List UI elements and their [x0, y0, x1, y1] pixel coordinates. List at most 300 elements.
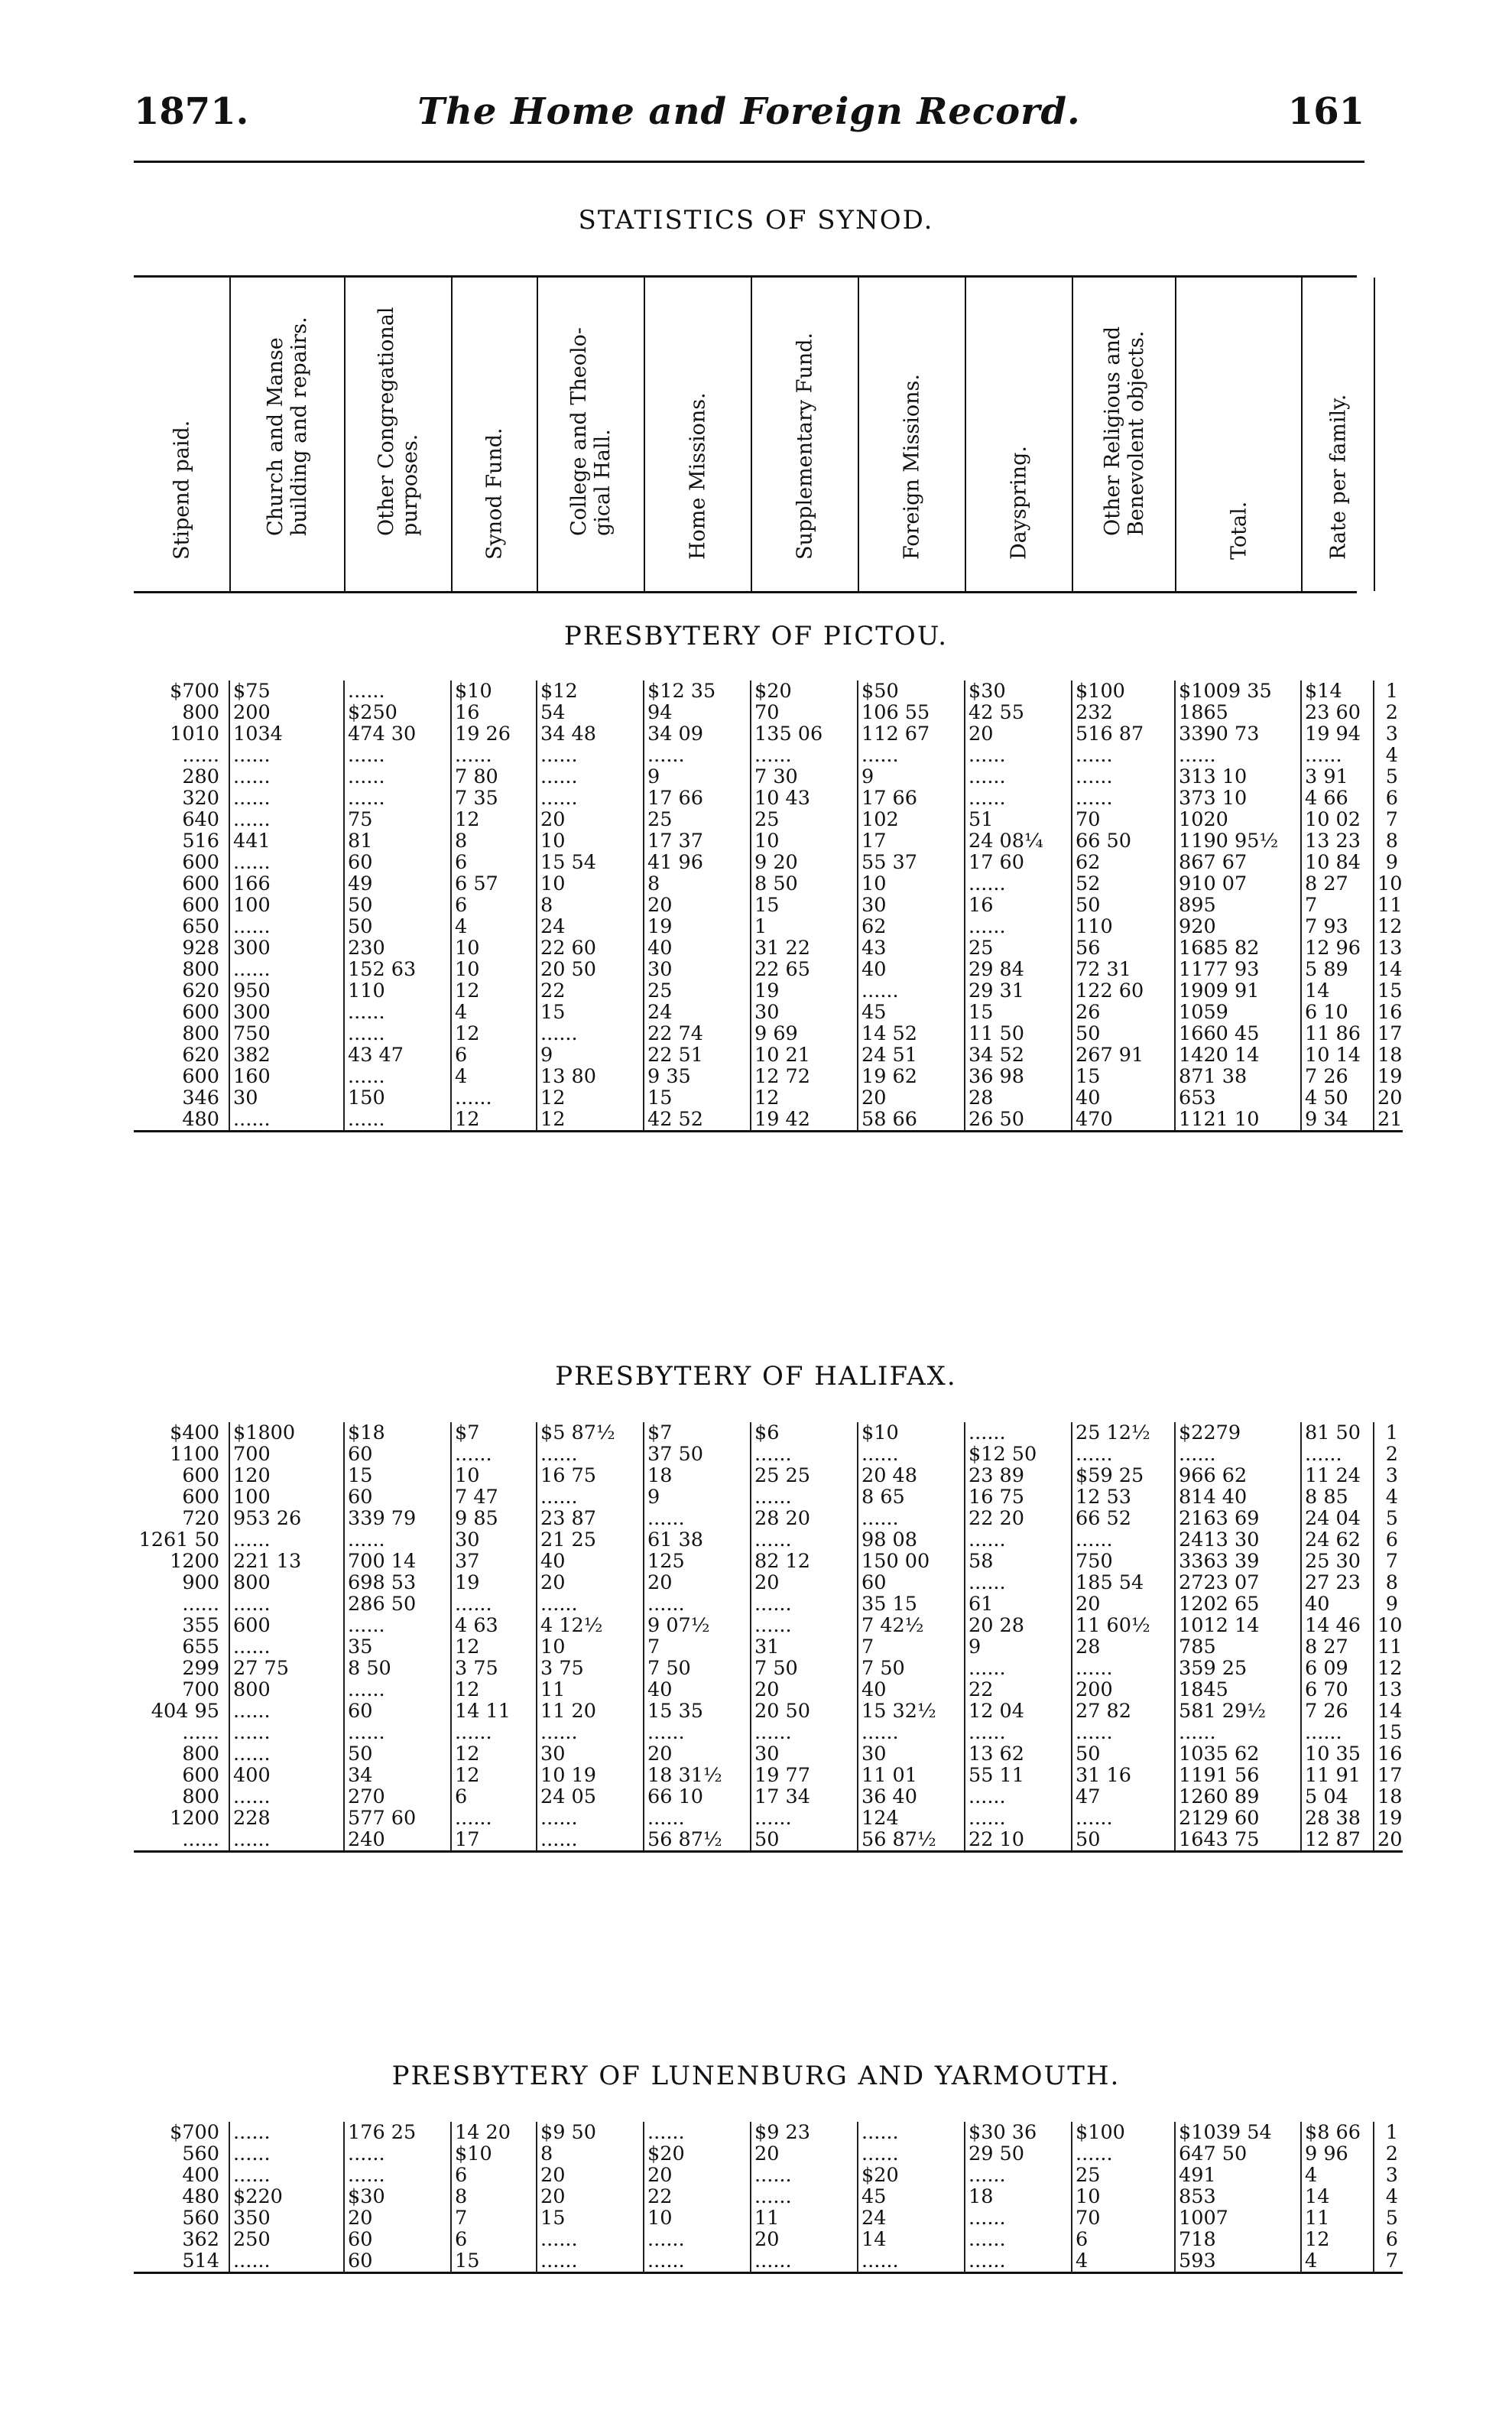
- table-cell: 14 11: [451, 1700, 537, 1722]
- table-cell: 52: [1072, 873, 1175, 895]
- table-cell: 600: [182, 1765, 219, 1786]
- table-cell: 15: [537, 1002, 644, 1023]
- table-cell: 35: [344, 1636, 451, 1658]
- row-number: 15: [1374, 1722, 1403, 1743]
- table-cell: 362: [182, 2229, 219, 2250]
- table-cell: 600: [182, 1465, 219, 1486]
- table-cell: ......: [1072, 2143, 1175, 2165]
- table-cell: 10 02: [1301, 809, 1374, 830]
- table-cell: 110: [344, 980, 451, 1002]
- table-cell: 20: [858, 1087, 965, 1109]
- table-cell: 34: [344, 1765, 451, 1786]
- column-header-label: Other Congregational purposes.: [375, 307, 422, 536]
- table-cell: $700: [170, 681, 219, 702]
- table-cell: ......: [644, 1722, 751, 1743]
- table-cell: 6: [451, 2229, 537, 2250]
- table-cell: 60: [344, 1486, 451, 1508]
- table-cell: 13 80: [537, 1066, 644, 1087]
- table-cell: 700 14: [344, 1551, 451, 1572]
- table-cell: 20: [644, 2165, 751, 2186]
- table-cell: $2279: [1175, 1422, 1301, 1444]
- column-header-label: Total.: [1227, 501, 1251, 560]
- table-cell: 55 37: [858, 852, 965, 873]
- table-cell: 100: [229, 895, 344, 916]
- table-cell: 15: [965, 1002, 1072, 1023]
- table-cell: 7 30: [751, 766, 858, 788]
- table-cell: 577 60: [344, 1808, 451, 1829]
- table-cell: 300: [229, 1002, 344, 1023]
- table-cell: $5 87½: [537, 1422, 644, 1444]
- table-cell: 8: [451, 2186, 537, 2207]
- table-cell: 4: [1301, 2165, 1374, 2186]
- table-row: [134, 2143, 1403, 2165]
- table-cell: 560: [182, 2207, 219, 2229]
- table-cell: 800: [182, 1743, 219, 1765]
- table-cell: 8: [644, 873, 751, 895]
- table-cell: 23 89: [965, 1465, 1072, 1486]
- table-cell: 12: [537, 1109, 644, 1132]
- table-cell: 43 47: [344, 1044, 451, 1066]
- table-cell: 152 63: [344, 959, 451, 980]
- table-cell: 22 74: [644, 1023, 751, 1044]
- table-cell: ......: [344, 681, 451, 702]
- table-cell: 9 96: [1301, 2143, 1374, 2165]
- table-cell: 6 57: [451, 873, 537, 895]
- table-cell: 20 28: [965, 1615, 1072, 1636]
- table-cell: 3390 73: [1175, 723, 1301, 745]
- table-row: [134, 766, 1403, 788]
- table-cell: ......: [751, 1444, 858, 1465]
- table-cell: 9: [858, 766, 965, 788]
- table-cell: 66 10: [644, 1786, 751, 1808]
- table-cell: 70: [1072, 2207, 1175, 2229]
- table-cell: 50: [1072, 1829, 1175, 1852]
- table-cell: 22 60: [537, 937, 644, 959]
- table-cell: 320: [182, 788, 219, 809]
- table-halifax: [134, 1422, 1403, 1853]
- table-cell: ......: [344, 1722, 451, 1743]
- table-cell: 7 26: [1301, 1700, 1374, 1722]
- table-cell: 12 72: [751, 1066, 858, 1087]
- table-cell: 17: [858, 830, 965, 852]
- column-header-label: Dayspring.: [1007, 446, 1031, 560]
- table-cell: ......: [644, 745, 751, 766]
- table-cell: 20: [751, 1572, 858, 1593]
- row-number: 7: [1374, 2250, 1403, 2273]
- table-cell: 20: [344, 2207, 451, 2229]
- table-cell: 18 31½: [644, 1765, 751, 1786]
- table-cell: 14: [858, 2229, 965, 2250]
- table-cell: 61 38: [644, 1529, 751, 1551]
- table-cell: 70: [751, 702, 858, 723]
- table-cell: 16: [965, 895, 1072, 916]
- table-cell: 20 50: [751, 1700, 858, 1722]
- table-cell: 15: [451, 2250, 537, 2273]
- table-cell: ......: [537, 766, 644, 788]
- table-cell: 19: [451, 1572, 537, 1593]
- table-cell: 37: [451, 1551, 537, 1572]
- table-cell: 100: [229, 1486, 344, 1508]
- column-header: [1374, 278, 1403, 591]
- row-number: 4: [1374, 2186, 1403, 2207]
- table-cell: ......: [965, 788, 1072, 809]
- table-cell: 3 75: [537, 1658, 644, 1679]
- table-cell: 11 01: [858, 1765, 965, 1786]
- table-cell: 11 24: [1301, 1465, 1374, 1486]
- column-header-label: Stipend paid.: [170, 420, 193, 560]
- table-cell: 16 75: [537, 1465, 644, 1486]
- table-cell: 41 96: [644, 852, 751, 873]
- table-cell: ......: [1072, 745, 1175, 766]
- table-cell: 24 62: [1301, 1529, 1374, 1551]
- table-cell: ......: [751, 1486, 858, 1508]
- table-cell: 20: [537, 809, 644, 830]
- table-row: [134, 1700, 1403, 1722]
- table-cell: ......: [182, 1593, 219, 1615]
- table-cell: ......: [229, 959, 344, 980]
- table-cell: 12: [451, 809, 537, 830]
- table-cell: 653: [1175, 1087, 1301, 1109]
- table-row: [134, 788, 1403, 809]
- table-cell: 11: [537, 1679, 644, 1700]
- table-cell: 12 04: [965, 1700, 1072, 1722]
- row-number: 16: [1374, 1743, 1403, 1765]
- table-cell: 60: [344, 2229, 451, 2250]
- table-cell: 11 91: [1301, 1765, 1374, 1786]
- column-header-label: College and Theolo- gical Hall.: [567, 326, 615, 536]
- table-cell: 56: [1072, 937, 1175, 959]
- table-cell: 15: [1072, 1066, 1175, 1087]
- table-cell: 185 54: [1072, 1572, 1175, 1593]
- table-cell: 62: [1072, 852, 1175, 873]
- table-cell: 31 16: [1072, 1765, 1175, 1786]
- running-head-year: 1871.: [134, 90, 249, 133]
- table-cell: 94: [644, 702, 751, 723]
- table-cell: 11 60½: [1072, 1615, 1175, 1636]
- table-cell: 150: [344, 1087, 451, 1109]
- table-cell: 600: [182, 873, 219, 895]
- table-cell: ......: [344, 2143, 451, 2165]
- table-cell: 17 34: [751, 1786, 858, 1808]
- table-cell: 19: [644, 916, 751, 937]
- column-header-label: Other Religious and Benevolent objects.: [1100, 326, 1148, 536]
- table-cell: ......: [965, 745, 1072, 766]
- table-cell: 2129 60: [1175, 1808, 1301, 1829]
- table-cell: 45: [858, 1002, 965, 1023]
- table-cell: 10 43: [751, 788, 858, 809]
- table-cell: ......: [229, 2143, 344, 2165]
- table-cell: $400: [170, 1422, 219, 1444]
- table-cell: 11: [751, 2207, 858, 2229]
- table-cell: ......: [1175, 745, 1301, 766]
- table-cell: 1200: [170, 1808, 219, 1829]
- table-cell: 15: [644, 1087, 751, 1109]
- table-cell: 1420 14: [1175, 1044, 1301, 1066]
- table-cell: 718: [1175, 2229, 1301, 2250]
- table-cell: 7 80: [451, 766, 537, 788]
- table-cell: 110: [1072, 916, 1175, 937]
- table-row: [134, 937, 1403, 959]
- table-cell: ......: [537, 2229, 644, 2250]
- table-cell: $20: [751, 681, 858, 702]
- table-cell: 2163 69: [1175, 1508, 1301, 1529]
- row-number: 21: [1374, 1109, 1403, 1132]
- table-cell: 19 26: [451, 723, 537, 745]
- table-cell: 6 70: [1301, 1679, 1374, 1700]
- table-cell: ......: [1072, 1444, 1175, 1465]
- table-cell: 600: [229, 1615, 344, 1636]
- table-row: [134, 916, 1403, 937]
- table-cell: 75: [344, 809, 451, 830]
- table-cell: 10: [451, 959, 537, 980]
- table-cell: $9 50: [537, 2122, 644, 2143]
- table-cell: 346: [182, 1087, 219, 1109]
- table-cell: 31 22: [751, 937, 858, 959]
- table-cell: 10 19: [537, 1765, 644, 1786]
- table-cell: $20: [644, 2143, 751, 2165]
- table-cell: 24: [858, 2207, 965, 2229]
- table-cell: 72 31: [1072, 959, 1175, 980]
- column-header: [1175, 278, 1301, 591]
- table-cell: 10 84: [1301, 852, 1374, 873]
- table-cell: 25 12½: [1072, 1422, 1175, 1444]
- table-cell: 5 04: [1301, 1786, 1374, 1808]
- table-cell: 12: [537, 1087, 644, 1109]
- table-row: [134, 1044, 1403, 1066]
- table-cell: 20: [644, 1743, 751, 1765]
- column-header: [537, 278, 644, 591]
- table-cell: $20: [858, 2165, 965, 2186]
- table-cell: 270: [344, 1786, 451, 1808]
- table-cell: ......: [182, 1722, 219, 1743]
- table-cell: 25: [1072, 2165, 1175, 2186]
- table-cell: 232: [1072, 702, 1175, 723]
- row-number: 1: [1374, 1422, 1403, 1444]
- table-lunenburg-yarmouth: [134, 2122, 1403, 2274]
- table-cell: 6: [451, 1044, 537, 1066]
- table-cell: 34 52: [965, 1044, 1072, 1066]
- table-cell: ......: [1072, 1658, 1175, 1679]
- table-cell: 6: [451, 852, 537, 873]
- table-cell: 50: [1072, 1743, 1175, 1765]
- table-cell: ......: [644, 2229, 751, 2250]
- table-cell: ......: [965, 873, 1072, 895]
- row-number: 18: [1374, 1044, 1403, 1066]
- table-cell: 7 35: [451, 788, 537, 809]
- table-row: [134, 1422, 1403, 1444]
- table-cell: 1: [751, 916, 858, 937]
- table-cell: ......: [451, 1593, 537, 1615]
- table-cell: ......: [965, 766, 1072, 788]
- table-cell: 800: [229, 1572, 344, 1593]
- table-cell: 42 52: [644, 1109, 751, 1132]
- table-cell: ......: [965, 1658, 1072, 1679]
- row-number: 17: [1374, 1765, 1403, 1786]
- table-cell: ......: [965, 2229, 1072, 2250]
- table-row: [134, 1508, 1403, 1529]
- column-header-label: Supplementary Fund.: [793, 332, 817, 560]
- table-cell: 22: [644, 2186, 751, 2207]
- table-cell: 1865: [1175, 702, 1301, 723]
- table-cell: 950: [229, 980, 344, 1002]
- table-cell: 43: [858, 937, 965, 959]
- table-cell: 3 91: [1301, 766, 1374, 788]
- table-cell: 30: [451, 1529, 537, 1551]
- table-cell: 19 42: [751, 1109, 858, 1132]
- table-cell: 350: [229, 2207, 344, 2229]
- table-cell: 14 20: [451, 2122, 537, 2143]
- table-cell: 49: [344, 873, 451, 895]
- table-cell: $10: [451, 681, 537, 702]
- table-cell: 12: [751, 1087, 858, 1109]
- column-header: [1072, 278, 1175, 591]
- table-cell: 1035 62: [1175, 1743, 1301, 1765]
- table-cell: 22 10: [965, 1829, 1072, 1852]
- row-number: 4: [1374, 745, 1403, 766]
- table-cell: 1020: [1175, 809, 1301, 830]
- table-cell: ......: [965, 2207, 1072, 2229]
- column-header-label: Synod Fund.: [482, 427, 507, 560]
- table-cell: 3 75: [451, 1658, 537, 1679]
- row-number: 12: [1374, 1658, 1403, 1679]
- table-cell: 15 54: [537, 852, 644, 873]
- table-cell: 7 47: [451, 1486, 537, 1508]
- table-cell: 102: [858, 809, 965, 830]
- table-cell: $6: [751, 1422, 858, 1444]
- table-cell: 24: [644, 1002, 751, 1023]
- table-cell: 7 50: [644, 1658, 751, 1679]
- table-cell: $30: [965, 681, 1072, 702]
- table-row: [134, 1066, 1403, 1087]
- table-cell: 640: [182, 809, 219, 830]
- table-cell: ......: [229, 1593, 344, 1615]
- table-cell: 34 09: [644, 723, 751, 745]
- table-cell: ......: [134, 1829, 229, 1852]
- table-cell: 25: [644, 980, 751, 1002]
- table-cell: 2723 07: [1175, 1572, 1301, 1593]
- table-cell: 20: [644, 895, 751, 916]
- table-cell: $250: [344, 702, 451, 723]
- table-cell: 1010: [170, 723, 219, 745]
- row-number: 2: [1374, 1444, 1403, 1465]
- table-cell: 404 95: [151, 1700, 219, 1722]
- table-cell: 359 25: [1175, 1658, 1301, 1679]
- table-cell: 2413 30: [1175, 1529, 1301, 1551]
- table-cell: 1660 45: [1175, 1023, 1301, 1044]
- table-cell: 14 46: [1301, 1615, 1374, 1636]
- table-cell: ......: [644, 1593, 751, 1615]
- table-cell: 40: [644, 1679, 751, 1700]
- table-cell: 50: [344, 916, 451, 937]
- table-cell: 30: [858, 1743, 965, 1765]
- table-cell: ......: [229, 1722, 344, 1743]
- table-cell: 12: [1301, 2229, 1374, 2250]
- table-cell: 650: [182, 916, 219, 937]
- table-cell: 3363 39: [1175, 1551, 1301, 1572]
- table-cell: 60: [858, 1572, 965, 1593]
- table-cell: 20: [751, 1679, 858, 1700]
- table-cell: 9 85: [451, 1508, 537, 1529]
- table-cell: 50: [1072, 1023, 1175, 1044]
- table-row: [134, 1529, 1403, 1551]
- table-cell: 13 23: [1301, 830, 1374, 852]
- table-cell: ......: [1301, 1722, 1374, 1743]
- table-cell: 200: [229, 702, 344, 723]
- table-cell: $700: [170, 2122, 219, 2143]
- table-cell: 12: [451, 1765, 537, 1786]
- table-cell: 20: [537, 1572, 644, 1593]
- table-cell: 25 25: [751, 1465, 858, 1486]
- table-row: [134, 2207, 1403, 2229]
- table-cell: ......: [1301, 1444, 1374, 1465]
- table-cell: 5 89: [1301, 959, 1374, 980]
- column-header: [751, 278, 858, 591]
- table-cell: 600: [182, 1066, 219, 1087]
- table-cell: 750: [1072, 1551, 1175, 1572]
- table-cell: 12: [451, 1109, 537, 1132]
- table-cell: 655: [182, 1636, 219, 1658]
- table-cell: 600: [182, 895, 219, 916]
- table-cell: ......: [451, 1444, 537, 1465]
- table-cell: 1845: [1175, 1679, 1301, 1700]
- table-cell: 12: [451, 1023, 537, 1044]
- table-cell: 81: [344, 830, 451, 852]
- table-cell: 34 48: [537, 723, 644, 745]
- table-cell: ......: [644, 1508, 751, 1529]
- column-header: [965, 278, 1072, 591]
- table-cell: ......: [965, 916, 1072, 937]
- table-cell: ......: [1175, 1444, 1301, 1465]
- table-row: [134, 959, 1403, 980]
- table-cell: 40: [644, 937, 751, 959]
- table-cell: 920: [1175, 916, 1301, 937]
- table-cell: ......: [965, 2165, 1072, 2186]
- row-number: 15: [1374, 980, 1403, 1002]
- table-cell: 600: [182, 1486, 219, 1508]
- table-cell: 20: [644, 1572, 751, 1593]
- table-cell: 21 25: [537, 1529, 644, 1551]
- table-cell: 800: [182, 1023, 219, 1044]
- table-cell: ......: [229, 1636, 344, 1658]
- table-cell: 50: [344, 895, 451, 916]
- table-cell: 12 96: [1301, 937, 1374, 959]
- table-cell: 25: [965, 937, 1072, 959]
- table-cell: 29 84: [965, 959, 1072, 980]
- table-cell: 620: [182, 980, 219, 1002]
- table-row: [134, 1658, 1403, 1679]
- table-cell: ......: [751, 1808, 858, 1829]
- table-cell: 10: [451, 1465, 537, 1486]
- table-cell: 26: [1072, 1002, 1175, 1023]
- table-row: [134, 1486, 1403, 1508]
- table-cell: 1034: [229, 723, 344, 745]
- table-cell: $14: [1301, 681, 1374, 702]
- row-number: 8: [1374, 1572, 1403, 1593]
- section-title-pictou: PRESBYTERY OF PICTOU.: [563, 621, 949, 651]
- table-cell: 66 50: [1072, 830, 1175, 852]
- table-cell: ......: [537, 1829, 644, 1852]
- table-cell: ......: [751, 1722, 858, 1743]
- column-header-label: Rate per family.: [1326, 394, 1350, 560]
- table-row: [134, 1109, 1403, 1132]
- table-cell: 4: [1301, 2250, 1374, 2273]
- table-row: [134, 852, 1403, 873]
- table-cell: 10: [1072, 2186, 1175, 2207]
- table-cell: 160: [229, 1066, 344, 1087]
- table-cell: $30: [344, 2186, 451, 2207]
- table-cell: 581 29½: [1175, 1700, 1301, 1722]
- row-number: 6: [1374, 788, 1403, 809]
